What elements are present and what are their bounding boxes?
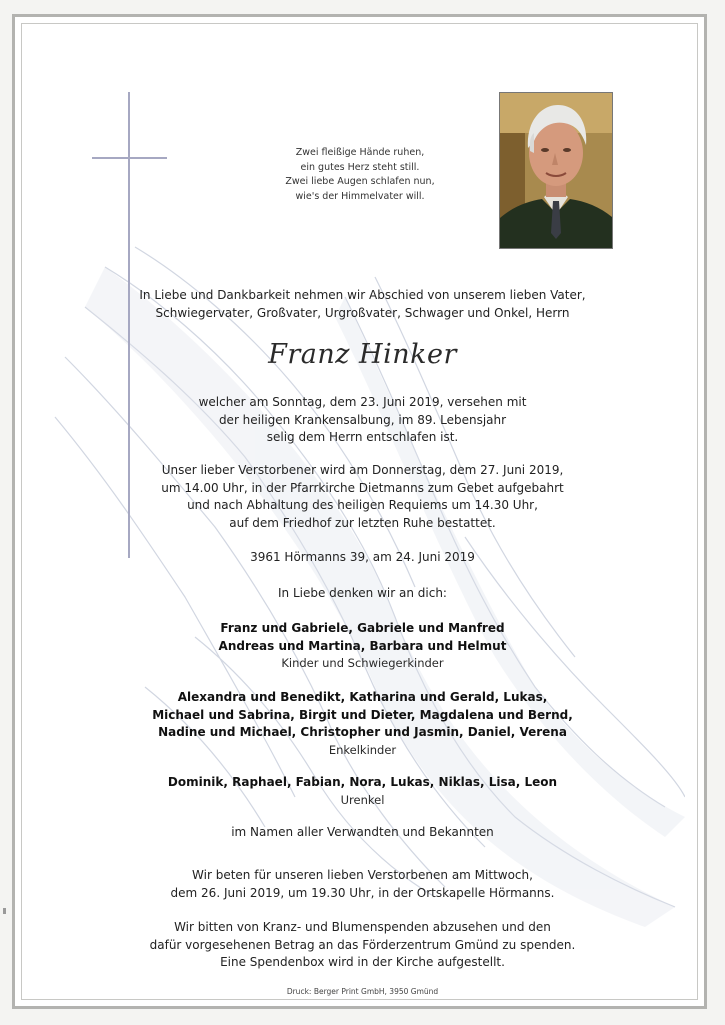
prayer-notice [15, 867, 710, 902]
intro-line: In Liebe und Dankbarkeit nehmen wir Abschied von unserem lieben Vater, [139, 288, 586, 302]
scan-mark [3, 908, 6, 914]
cross-crossbar [92, 157, 167, 159]
relatives-line: im Namen aller Verwandten und Bekannten [231, 825, 494, 839]
great-grandchildren-names: Dominik, Raphael, Fabian, Nora, Lukas, Niklas, Lisa, Leon [167, 775, 558, 789]
intro-text [15, 287, 710, 322]
funeral-line: Unser lieber Verstorbener wird am Donnerstag, dem 27. Juni 2019, [161, 463, 564, 477]
poem-line: Zwei fleißige Hände ruhen, [295, 147, 425, 158]
donation-line: dafür vorgesehenen Betrag an das Förderzentrum Gmünd zu spenden. [149, 937, 576, 952]
grandchildren-label: Enkelkinder [328, 742, 397, 757]
funeral-line: auf dem Friedhof zur letzten Ruhe bestattet. [229, 515, 496, 530]
printer-imprint: Druck: Berger Print GmbH, 3950 Gmünd [286, 987, 439, 996]
great-grandchildren-section [15, 774, 710, 809]
grandchildren-names: Alexandra und Benedikt, Katharina und Gerald, Lukas, [177, 690, 548, 704]
intro-line: Schwiegervater, Großvater, Urgroßvater, Schwager und Onkel, Herrn [155, 305, 570, 320]
great-grandchildren-label: Urenkel [340, 792, 385, 807]
donation-line: Wir bitten von Kranz- und Blumenspenden abzusehen und den [174, 920, 551, 934]
children-names: Andreas und Martina, Barbara und Helmut [218, 638, 507, 653]
death-line: selig dem Herrn entschlafen ist. [266, 430, 459, 444]
document-frame [12, 14, 707, 1009]
grandchildren-names: Nadine und Michael, Christopher und Jasmin, Daniel, Verena [158, 725, 567, 739]
death-notice [15, 394, 710, 447]
poem-line: Zwei liebe Augen schlafen nun, [285, 176, 435, 187]
poem [225, 146, 495, 204]
funeral-line: und nach Abhaltung des heiligen Requiems um 14.30 Uhr, [187, 498, 538, 512]
death-line: der heiligen Krankensalbung, im 89. Lebensjahr [218, 412, 507, 427]
donation-line: Eine Spendenbox wird in der Kirche aufgestellt. [220, 955, 505, 969]
poem-line: wie's der Himmelvater will. [295, 190, 425, 202]
donation-notice [15, 919, 710, 972]
poem-line: ein gutes Herz steht still. [300, 161, 420, 173]
prayer-line: Wir beten für unseren lieben Verstorbenen am Mittwoch, [192, 868, 533, 882]
prayer-line: dem 26. Juni 2019, um 19.30 Uhr, in der Ortskapelle Hörmanns. [170, 885, 555, 900]
children-names: Franz und Gabriele, Gabriele und Manfred [220, 621, 505, 635]
death-line: welcher am Sonntag, dem 23. Juni 2019, versehen mit [198, 395, 527, 409]
remember-heading: In Liebe denken wir an dich: [278, 586, 447, 600]
place-date: 3961 Hörmanns 39, am 24. Juni 2019 [250, 550, 475, 564]
children-label: Kinder und Schwiegerkinder [281, 656, 444, 670]
deceased-name: Franz Hinker [268, 339, 457, 370]
grandchildren-names: Michael und Sabrina, Birgit und Dieter, Magdalena und Bernd, [152, 707, 573, 722]
portrait-photo [499, 92, 613, 249]
children-section [15, 620, 710, 673]
funeral-details [15, 462, 710, 532]
funeral-line: um 14.00 Uhr, in der Pfarrkirche Dietmanns zum Gebet aufgebahrt [161, 480, 564, 495]
grandchildren-section [15, 689, 710, 759]
